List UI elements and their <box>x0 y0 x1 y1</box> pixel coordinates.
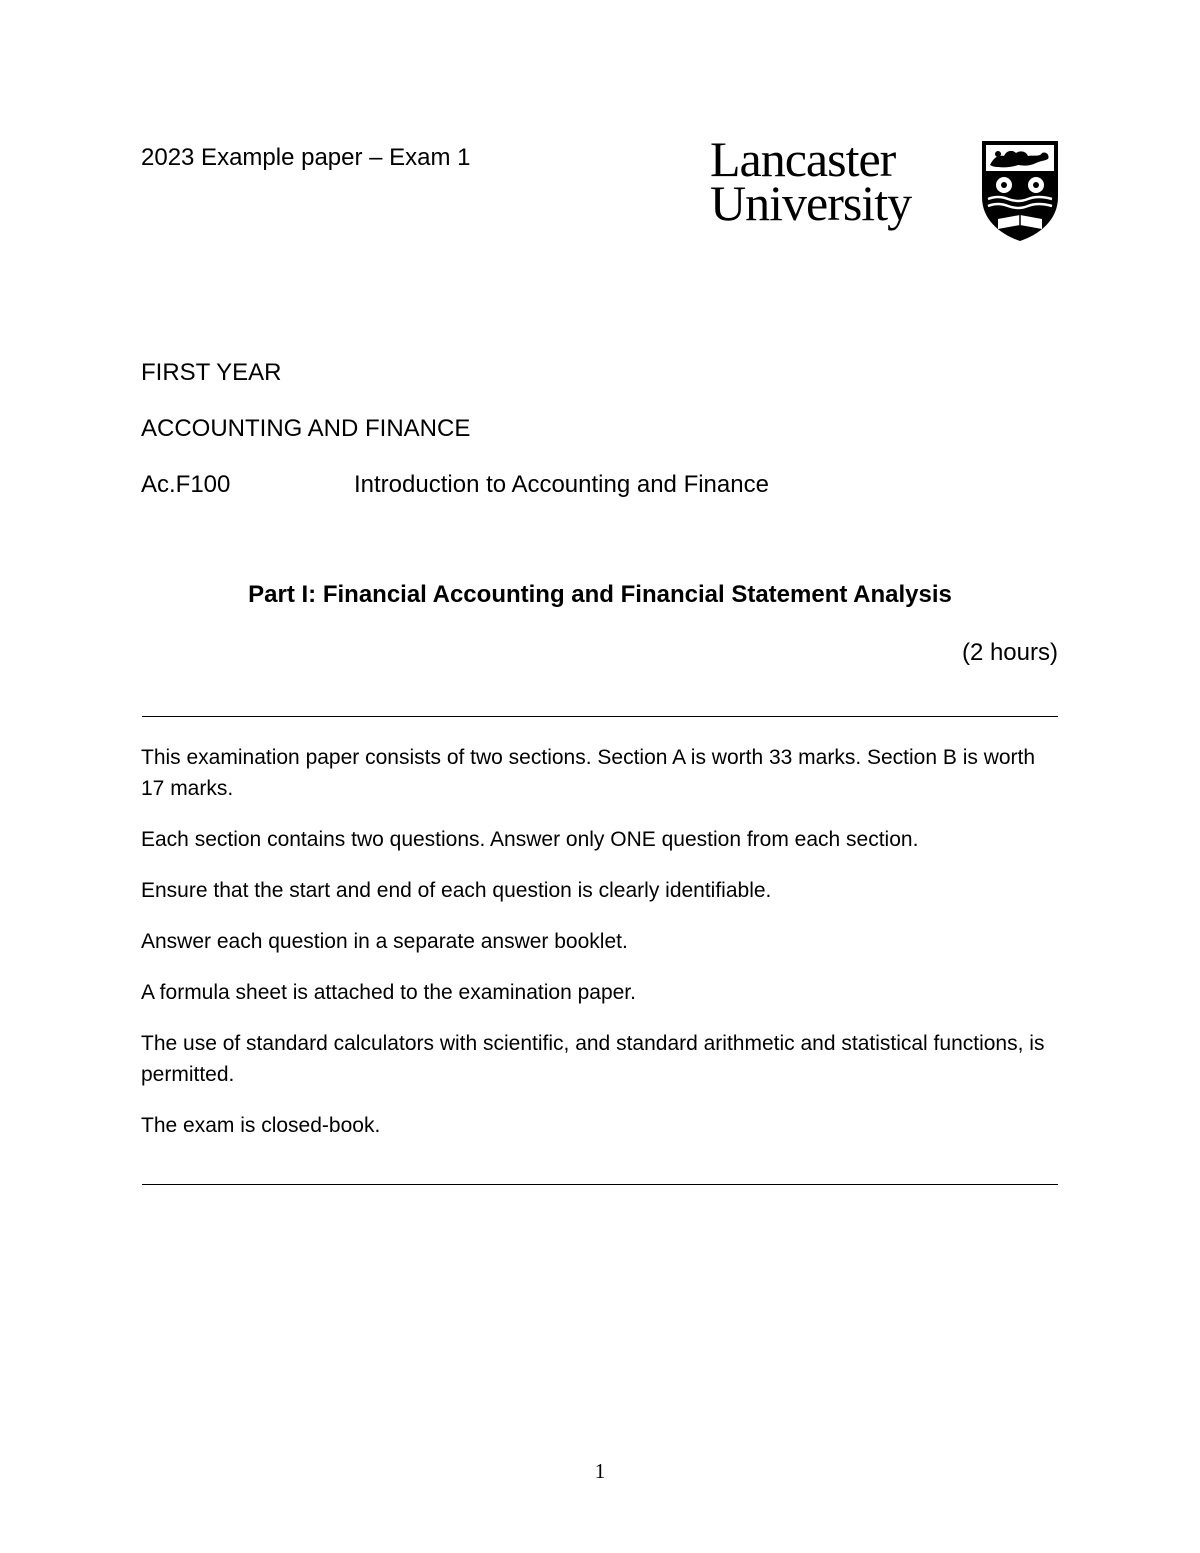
instruction-item: This examination paper consists of two sections. Section A is worth 33 marks. Section B is worth 17 marks. <box>141 746 1036 800</box>
logo-wordmark <box>710 131 912 231</box>
logo-line-1: Lancaster <box>710 131 896 187</box>
divider-top <box>142 716 1058 717</box>
lancaster-university-logo <box>710 131 1062 248</box>
instruction-item: Ensure that the start and end of each question is clearly identifiable. <box>141 879 772 902</box>
department-label: ACCOUNTING AND FINANCE <box>141 415 471 442</box>
instruction-item: A formula sheet is attached to the examination paper. <box>141 981 636 1004</box>
instruction-item: Each section contains two questions. Answer only ONE question from each section. <box>141 828 919 851</box>
paper-title: 2023 Example paper – Exam 1 <box>141 144 471 171</box>
part-title: Part I: Financial Accounting and Financial Statement Analysis <box>248 581 952 608</box>
instruction-item: The use of standard calculators with scientific, and standard arithmetic and statistical functions, is permitted. <box>141 1032 1045 1086</box>
page-number: 1 <box>594 1459 606 1483</box>
course-code: Ac.F100 <box>141 471 231 498</box>
university-crest-icon <box>980 139 1060 243</box>
divider-bottom <box>142 1184 1058 1185</box>
instructions <box>141 742 1059 1161</box>
instruction-item: The exam is closed-book. <box>141 1114 381 1137</box>
instruction-item: Answer each question in a separate answer booklet. <box>141 930 628 953</box>
logo-line-2: University <box>710 175 912 231</box>
exam-duration: (2 hours) <box>961 639 1058 666</box>
year-label: FIRST YEAR <box>141 359 282 386</box>
course-name: Introduction to Accounting and Finance <box>354 471 769 498</box>
